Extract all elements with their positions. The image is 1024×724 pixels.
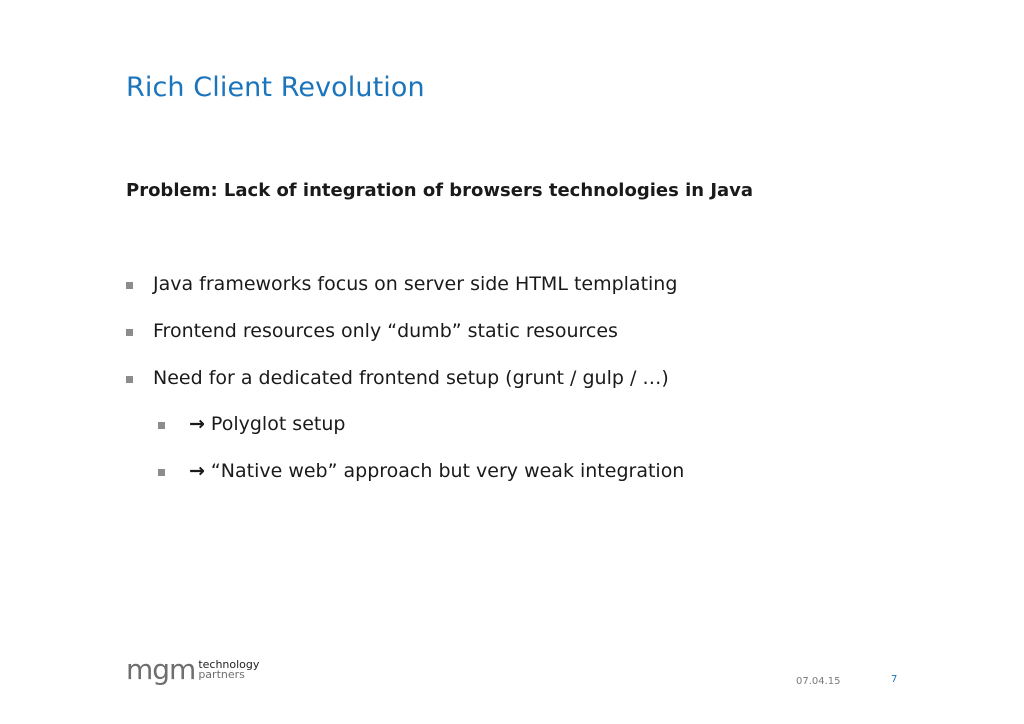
bullet-text: Frontend resources only “dumb” static resources <box>153 320 618 342</box>
bullet-item <box>189 460 684 482</box>
square-bullet-icon <box>126 329 133 336</box>
logo-mark: mgm <box>126 653 196 686</box>
square-bullet-icon <box>126 376 133 383</box>
page-number: 7 <box>891 674 898 685</box>
problem-statement: Problem: Lack of integration of browsers technologies in Java <box>126 180 754 201</box>
logo-line-2: partners <box>198 668 245 681</box>
bullet-item <box>189 413 345 435</box>
arrow-right-icon: → <box>189 460 205 482</box>
bullet-item <box>153 320 618 342</box>
footer-date: 07.04.15 <box>796 676 841 687</box>
square-bullet-icon <box>158 422 165 429</box>
company-logo <box>126 653 260 687</box>
square-bullet-icon <box>158 469 165 476</box>
bullet-text: Java frameworks focus on server side HTML templating <box>153 273 678 295</box>
bullet-text: Polyglot setup <box>210 413 346 435</box>
bullet-text: “Native web” approach but very weak integration <box>210 460 685 482</box>
logo-wordmark <box>198 660 259 680</box>
logo-line-1: technology <box>198 658 260 671</box>
bullet-item <box>153 367 669 389</box>
bullet-text: Need for a dedicated frontend setup (grunt / gulp / …) <box>153 367 669 389</box>
bullet-item <box>153 273 677 295</box>
square-bullet-icon <box>126 282 133 289</box>
arrow-right-icon: → <box>189 413 205 435</box>
slide-title: Rich Client Revolution <box>126 72 425 103</box>
